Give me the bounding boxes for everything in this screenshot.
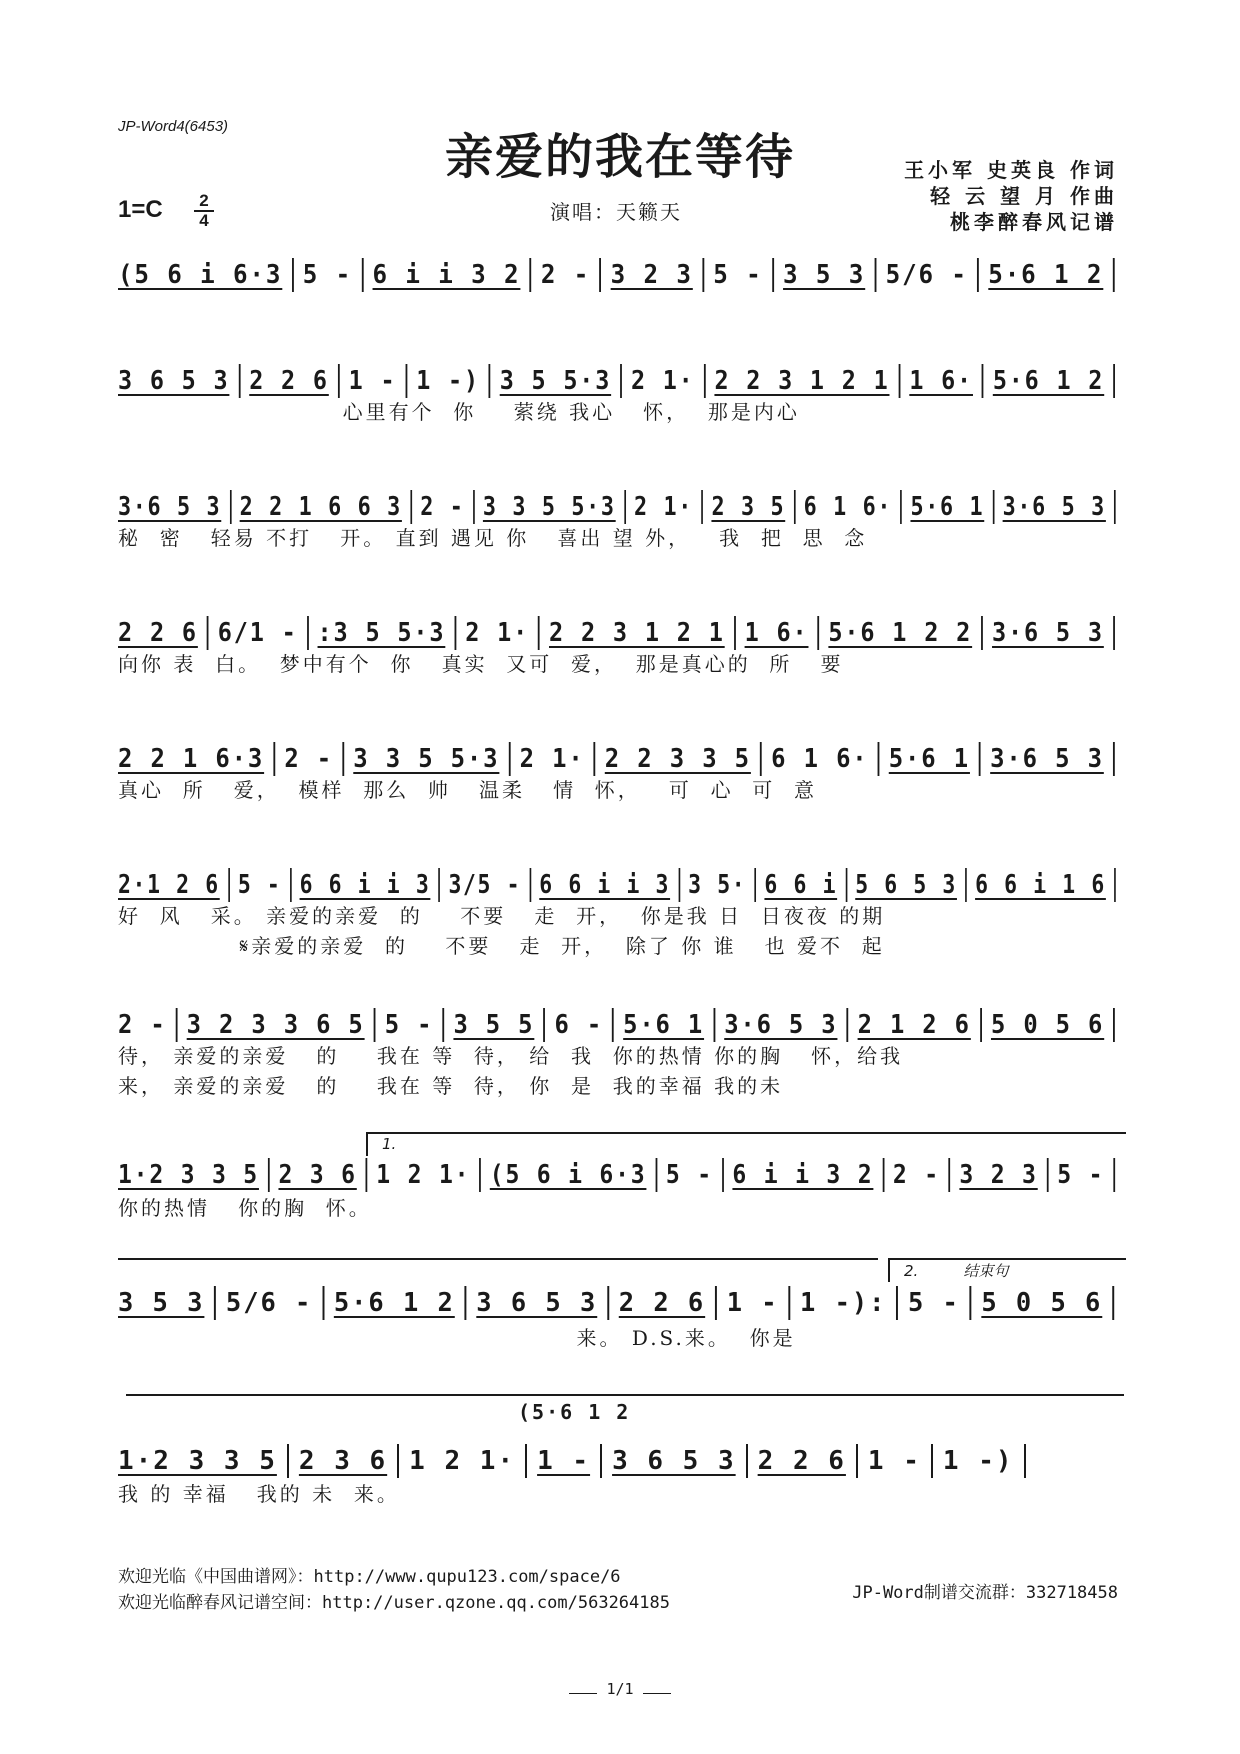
- barline: [442, 1008, 444, 1042]
- measure: 3 2 3 3 6 5: [186, 1010, 365, 1040]
- lyric-line: 秘 密 轻易 不打 开。 直到 遇见 你 喜出 望 外， 我 把 思 念: [118, 526, 868, 550]
- measure: 6 i i 3 2: [732, 1160, 874, 1190]
- barline: [322, 1286, 324, 1320]
- measure: 3 6 5 3: [612, 1446, 736, 1476]
- barline: [529, 868, 531, 902]
- measure: 6 6 i i 3: [539, 870, 671, 900]
- barline: [856, 1444, 858, 1478]
- measure: 2 2 6: [757, 1446, 846, 1476]
- measure: 5 0 5 6: [981, 1288, 1103, 1318]
- measure: 3 5·: [688, 870, 747, 900]
- measure: 2 2 1 6·3: [118, 744, 265, 774]
- measure: 3 3 5 5·3: [482, 492, 616, 522]
- measure: 2 1·: [630, 366, 695, 396]
- measure: 1 -): [416, 366, 480, 396]
- barline: [899, 364, 901, 398]
- measure: 3 6 5 3: [476, 1288, 598, 1318]
- lyric-line: 心里有个 你 萦绕 我心 怀， 那是内心: [118, 400, 800, 424]
- lyric-line: 向你 表 白。 梦中有个 你 真实 又可 爱， 那是真心的 所 要: [118, 652, 844, 676]
- barline: [794, 490, 796, 524]
- measure: 5·6 1 2: [988, 260, 1104, 290]
- barline: [214, 1286, 216, 1320]
- measure: 5·6 1: [888, 744, 970, 774]
- barline: [525, 1444, 527, 1478]
- measure: 3·6 5 3: [990, 744, 1104, 774]
- measure: 2 1·: [519, 744, 585, 774]
- barline: [981, 616, 983, 650]
- qzone-link[interactable]: 欢迎光临醉春风记谱空间：http://user.qzone.qq.com/563264185: [118, 1593, 670, 1613]
- lyric-line: 你的热情 你的胸 怀。: [118, 1196, 372, 1220]
- barline: [713, 1008, 715, 1042]
- barline: [230, 490, 232, 524]
- measure: 5/6 -: [225, 1288, 313, 1318]
- measure: (5 6 i 6·3: [118, 260, 283, 290]
- measure: 5/6 -: [885, 260, 968, 290]
- page-label: 1/1: [606, 1680, 634, 1698]
- lyric-line: 𝄋亲爱的亲爱 的 不要 走 开， 除了 你 谁 也 爱不 起: [118, 934, 885, 958]
- lyricist-credit: 王小军 史英良 作词: [904, 158, 1118, 182]
- measure: 2 1 2 6: [857, 1010, 971, 1040]
- barline: [755, 868, 757, 902]
- measure: 3 5 3: [783, 260, 866, 290]
- measure: 6 6 i 1 6: [975, 870, 1106, 900]
- barline: [1024, 1444, 1026, 1478]
- measure: 6 i i 3 2: [372, 260, 521, 290]
- barline: [715, 1286, 717, 1320]
- barline: [454, 616, 456, 650]
- score-system-1: [118, 258, 1124, 298]
- measure: 5 -: [1057, 1160, 1105, 1190]
- barline: [977, 258, 979, 292]
- measure: 3 3 5 5·3: [353, 744, 500, 774]
- barline: [965, 868, 967, 902]
- barline: [847, 1008, 849, 1042]
- barline: [1113, 616, 1115, 650]
- barline: [970, 1286, 972, 1320]
- measure: 5 -: [665, 1160, 713, 1190]
- measure: 6 6 i: [764, 870, 838, 900]
- barline: [600, 1444, 602, 1478]
- barline: [607, 1286, 609, 1320]
- measure: 5 6 5 3: [855, 870, 957, 900]
- measure: 1·2 3 3 5: [118, 1160, 259, 1190]
- barline: [207, 616, 209, 650]
- barline: [931, 1444, 933, 1478]
- measure: 1 -: [726, 1288, 779, 1318]
- barline: [228, 868, 230, 902]
- barline: [845, 868, 847, 902]
- barline: [238, 364, 240, 398]
- barline: [896, 1286, 898, 1320]
- measure: 3 2 3: [610, 260, 693, 290]
- measure: 5 -: [302, 260, 353, 290]
- barline: [465, 1286, 467, 1320]
- measure: 5·6 1 2: [333, 1288, 455, 1318]
- barline: [678, 868, 680, 902]
- measure: 1 6·: [744, 618, 809, 648]
- barline: [273, 742, 275, 776]
- measure: 2 2 3 3 5: [604, 744, 751, 774]
- barline: [612, 1008, 614, 1042]
- lyric-line: 我 的 幸福 我的 未 来。: [118, 1482, 400, 1506]
- barline: [473, 490, 475, 524]
- continuation-line: [118, 1258, 878, 1260]
- barline: [405, 364, 407, 398]
- barline: [268, 1158, 270, 1192]
- measure: 1 -):: [800, 1288, 887, 1318]
- measure: 2 -: [540, 260, 591, 290]
- barline: [366, 1158, 368, 1192]
- barline: [760, 742, 762, 776]
- barline: [342, 742, 344, 776]
- volta-label: 2.: [904, 1262, 919, 1280]
- barline: [878, 742, 880, 776]
- singer-credit: 演唱：天籁天: [550, 200, 682, 224]
- measure: 2 3 6: [278, 1160, 357, 1190]
- barline: [374, 1008, 376, 1042]
- measure: 5 -: [237, 870, 282, 900]
- measure: 2 -: [118, 1010, 167, 1040]
- measure: 3·6 5 3: [724, 1010, 838, 1040]
- lyric-line: 待， 亲爱的亲爱 的 我在 等 待， 给 我 你的热情 你的胸 怀，给我: [118, 1044, 904, 1068]
- barline: [439, 868, 441, 902]
- measure: 1 6·: [909, 366, 973, 396]
- measure: 6 1 6·: [803, 492, 893, 522]
- barline: [746, 1444, 748, 1478]
- measure: 2 1·: [634, 492, 694, 522]
- measure: 5 0 5 6: [990, 1010, 1105, 1040]
- measure: 3 5 3: [118, 1288, 205, 1318]
- lyric-line: 来。 D.S.来。 你是: [118, 1326, 796, 1350]
- measure: 2 2 3 1 2 1: [549, 618, 725, 648]
- measure: 6 1 6·: [771, 744, 869, 774]
- measure: 5·6 1 2: [992, 366, 1105, 396]
- barline: [538, 616, 540, 650]
- software-watermark: JP-Word4(6453): [118, 118, 229, 135]
- measure: 5 -: [713, 260, 763, 290]
- measure: 3/5 -: [448, 870, 522, 900]
- barline: [980, 1008, 982, 1042]
- barline: [982, 364, 984, 398]
- transcriber-credit: 桃李醉春风记谱: [950, 210, 1118, 234]
- barline: [1113, 364, 1115, 398]
- lyric-line: 来， 亲爱的亲爱 的 我在 等 待， 你 是 我的幸福 我的未: [118, 1074, 784, 1098]
- barline: [772, 258, 774, 292]
- measure: 2 -: [420, 492, 465, 522]
- measure: 3·6 5 3: [118, 492, 222, 522]
- barline: [361, 258, 363, 292]
- measure: (5 6 i 6·3: [489, 1160, 647, 1190]
- barline: [1047, 1158, 1049, 1192]
- barline: [1113, 258, 1115, 292]
- barline: [1113, 742, 1115, 776]
- qq-group-info: JP-Word制谱交流群：332718458: [852, 1583, 1118, 1603]
- measure: 5·6 1 2 2: [828, 618, 973, 648]
- measure: 2 -: [284, 744, 334, 774]
- barline: [900, 490, 902, 524]
- measure: 1 -): [942, 1446, 1014, 1476]
- measure: 2 2 3 1 2 1: [714, 366, 890, 396]
- barline: [410, 490, 412, 524]
- website-link[interactable]: 欢迎光临《中国曲谱网》：http://www.qupu123.com/space/6: [118, 1567, 621, 1587]
- measure: 6/1 -: [217, 618, 298, 648]
- barline: [882, 1158, 884, 1192]
- page-number: [0, 1680, 1240, 1698]
- measure: 2 2 6: [249, 366, 329, 396]
- barline: [397, 1444, 399, 1478]
- barline: [290, 868, 292, 902]
- barline: [509, 742, 511, 776]
- measure: 2 2 6: [118, 618, 198, 648]
- measure: 6 6 i i 3: [299, 870, 431, 900]
- ossia-notes: (5·6 1 2: [518, 1400, 631, 1424]
- barline: [979, 742, 981, 776]
- measure: 2·1 2 6: [118, 870, 220, 900]
- barline: [338, 364, 340, 398]
- barline: [620, 364, 622, 398]
- measure: 1 -: [537, 1446, 591, 1476]
- measure: 3·6 5 3: [992, 618, 1104, 648]
- composer-credit: 轻 云 望 月 作曲: [930, 184, 1118, 208]
- measure: 1 -: [867, 1446, 921, 1476]
- barline: [1114, 868, 1116, 902]
- barline: [1112, 1286, 1114, 1320]
- barline: [734, 616, 736, 650]
- barline: [292, 258, 294, 292]
- volta-bracket-1: [366, 1132, 1126, 1156]
- measure: 2 2 1 6 6 3: [239, 492, 402, 522]
- time-bottom: 4: [199, 211, 209, 230]
- time-top: 2: [199, 191, 209, 210]
- barline: [655, 1158, 657, 1192]
- lyric-line: 好 风 采。 亲爱的亲爱 的 不要 走 开， 你是我 日 日夜夜 的期: [118, 904, 886, 928]
- measure: 1 -: [348, 366, 397, 396]
- time-signature: [192, 192, 216, 230]
- barline: [702, 258, 704, 292]
- measure: 5 -: [907, 1288, 960, 1318]
- key-signature: 1=C: [118, 196, 163, 223]
- measure: 1·2 3 3 5: [118, 1446, 277, 1476]
- barline: [875, 258, 877, 292]
- barline: [287, 1444, 289, 1478]
- volta-label: 1.: [382, 1135, 397, 1153]
- barline: [1113, 1008, 1115, 1042]
- score-system-9: [118, 1286, 1124, 1326]
- continuation-line: [126, 1394, 1124, 1396]
- barline: [624, 490, 626, 524]
- barline: [176, 1008, 178, 1042]
- measure: 1 2 1·: [409, 1446, 516, 1476]
- measure: 3 5 5: [453, 1010, 535, 1040]
- measure: 3 5 5·3: [499, 366, 612, 396]
- barline: [818, 616, 820, 650]
- measure: 2 1·: [465, 618, 530, 648]
- measure: 3 2 3: [959, 1160, 1038, 1190]
- measure: 2 3 5: [711, 492, 786, 522]
- measure: 6 -: [554, 1010, 604, 1040]
- measure: :3 5 5·3: [317, 618, 446, 648]
- barline: [489, 364, 491, 398]
- measure: 2 2 6: [618, 1288, 706, 1318]
- barline: [530, 258, 532, 292]
- barline: [788, 1286, 790, 1320]
- barline: [1113, 1158, 1115, 1192]
- song-title: 亲爱的我在等待: [444, 129, 795, 185]
- barline: [704, 364, 706, 398]
- measure: 5 -: [384, 1010, 434, 1040]
- measure: 3 6 5 3: [118, 366, 230, 396]
- measure: 5·6 1: [910, 492, 985, 522]
- volta-bracket-2: [888, 1258, 1126, 1282]
- barline: [993, 490, 995, 524]
- lyric-line: 真心 所 爱， 模样 那么 帅 温柔 情 怀， 可 心 可 意: [118, 778, 818, 802]
- measure: 2 3 6: [298, 1446, 388, 1476]
- barline: [479, 1158, 481, 1192]
- measure: 5·6 1: [623, 1010, 705, 1040]
- measure: 1 2 1·: [376, 1160, 471, 1190]
- barline: [1114, 490, 1116, 524]
- barline: [594, 742, 596, 776]
- ending-label: 结束句: [963, 1262, 1009, 1280]
- barline: [949, 1158, 951, 1192]
- barline: [543, 1008, 545, 1042]
- measure: 3·6 5 3: [1002, 492, 1106, 522]
- barline: [701, 490, 703, 524]
- barline: [599, 258, 601, 292]
- barline: [307, 616, 309, 650]
- barline: [722, 1158, 724, 1192]
- measure: 2 -: [892, 1160, 940, 1190]
